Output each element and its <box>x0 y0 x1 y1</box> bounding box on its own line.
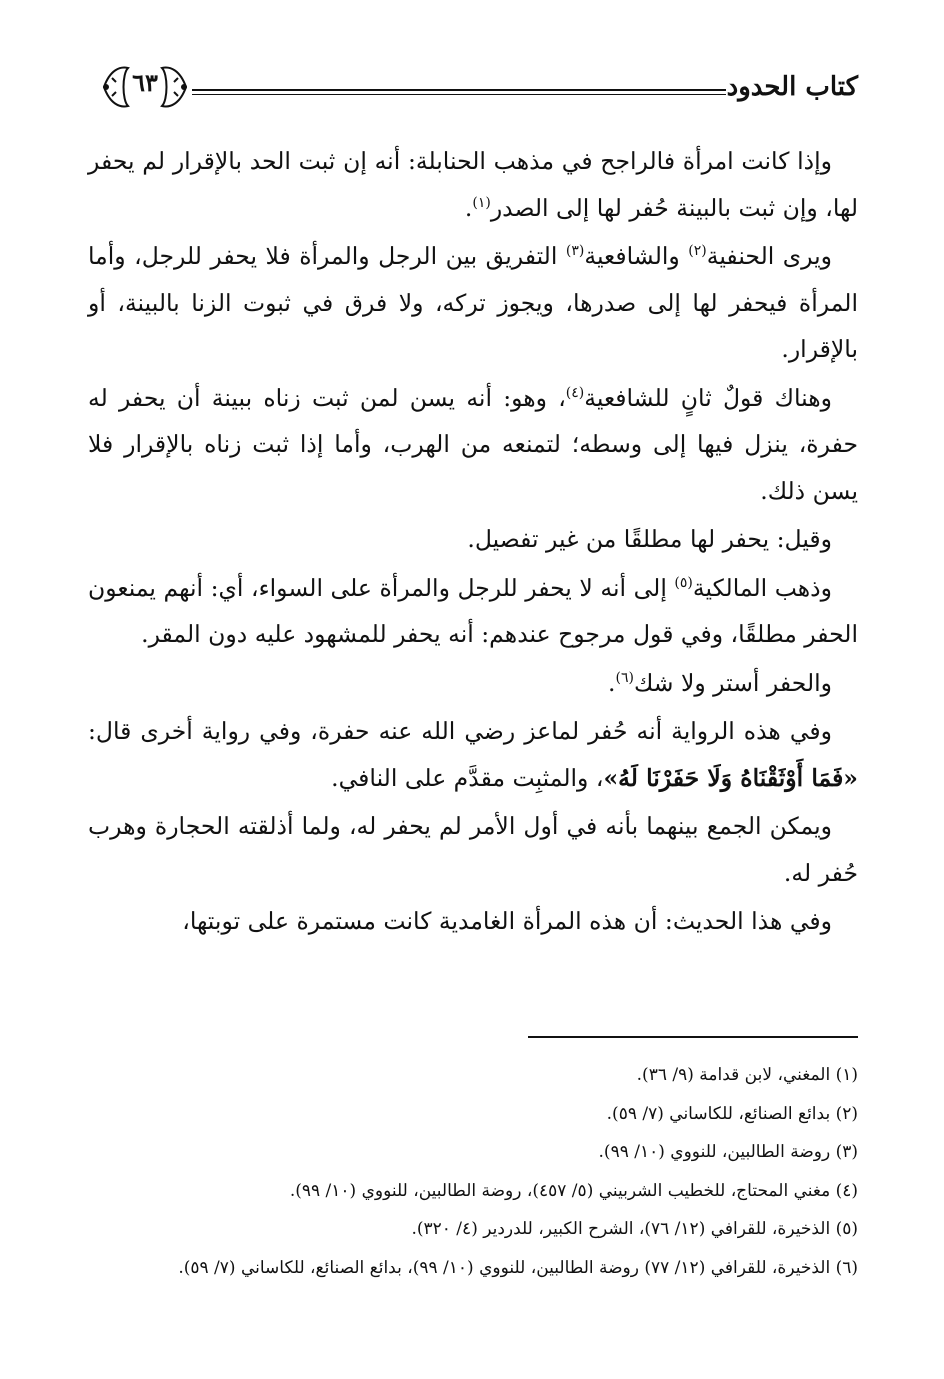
body-text <box>88 138 858 947</box>
body-paragraph <box>88 803 858 896</box>
header-rule <box>192 89 726 95</box>
paragraph-text: ويرى الحنفية <box>706 242 832 270</box>
footnote: (٥) الذخيرة، للقرافي (١٢/ ٧٦)، الشرح الكبير، للدردير (٤/ ٣٢٠). <box>411 1219 858 1239</box>
footnote: (٤) مغني المحتاج، للخطيب الشربيني (٥/ ٤٥٧)، روضة الطالبين، للنووي (١٠/ ٩٩). <box>289 1180 858 1201</box>
footnote: (٦) الذخيرة، للقرافي (١٢/ ٧٧) روضة الطالبين، للنووي (١٠/ ٩٩)، بدائع الصنائع، للكاساني (٧/ ٥٩). <box>178 1257 858 1278</box>
paragraph-text: وفي هذه الرواية أنه حُفر لماعز رضي الله عنه حفرة، وفي رواية أخرى قال: <box>88 717 832 745</box>
paragraph-text: ، وهو: أنه يسن لمن ثبت زناه ببينة أن يحفر له حفرة، ينزل فيها إلى وسطه؛ لتمنعه من الهرب، وأما إذا ثبت زناه بالإقرار فلا يسن ذلك. <box>88 383 858 505</box>
footnote: (٣) روضة الطالبين، للنووي (١٠/ ٩٩). <box>598 1142 858 1162</box>
footnote-reference: (٣) <box>565 243 585 260</box>
paragraph-text: ويمكن الجمع بينهما بأنه في أول الأمر لم يحفر له، ولما أذلقته الحجارة وهرب حُفر له. <box>88 812 858 887</box>
paragraph-text: إلى أنه لا يحفر للرجل والمرأة على السواء، أي: أنهم يمنعون الحفر مطلقًا، وفي قول مرجوح عندهم: أنه يحفر للمشهود عليه دون المقر. <box>88 573 858 648</box>
body-paragraph <box>88 516 858 563</box>
footnote-reference: (٢) <box>688 243 707 260</box>
book-page <box>88 54 858 1354</box>
footnote-separator <box>528 1036 858 1038</box>
paragraph-text: ، والمثبِت مقدَّم على النافي. <box>331 763 604 792</box>
hadith-quote: «فَمَا أَوْثَقْنَاهُ وَلَا حَفَرْنَا لَهُ» <box>603 763 858 792</box>
page-number: ٦٣ <box>132 68 158 97</box>
footnotes <box>88 1056 858 1287</box>
paragraph-text: التفريق بين الرجل والمرأة فلا يحفر للرجل، وأما المرأة فيحفر لها إلى صدرها، ويجوز تركه، ولا فرق في ثبوت الزنا بالبينة، أو بالإقرار. <box>88 242 858 363</box>
paragraph-text: وقيل: يحفر لها مطلقًا من غير تفصيل. <box>467 525 832 553</box>
body-paragraph <box>88 138 858 231</box>
paragraph-text: وفي هذا الحديث: أن هذه المرأة الغامدية كانت مستمرة على توبتها، <box>182 907 832 935</box>
footnote-reference: (٤) <box>565 384 585 401</box>
body-paragraph <box>88 898 858 945</box>
paragraph-text: وهناك قولٌ ثانٍ للشافعية <box>584 383 832 412</box>
paragraph-text: . <box>608 668 616 697</box>
footnote-reference: (٥) <box>674 574 693 591</box>
body-paragraph <box>88 233 858 373</box>
footnote-reference: (١) <box>472 194 491 211</box>
page-header <box>88 54 858 124</box>
body-paragraph <box>88 565 858 658</box>
paragraph-text: وذهب المالكية <box>692 573 832 602</box>
footnote: (١) المغني، لابن قدامة (٩/ ٣٦). <box>636 1065 858 1085</box>
footnote: (٢) بدائع الصنائع، للكاساني (٧/ ٥٩). <box>606 1103 858 1124</box>
footnote-reference: (٦) <box>615 669 634 686</box>
body-paragraph <box>88 708 858 801</box>
body-paragraph <box>88 375 858 515</box>
paragraph-text: . <box>464 193 473 222</box>
paragraph-text: والشافعية <box>584 242 689 270</box>
body-paragraph <box>88 660 858 707</box>
paragraph-text: والحفر أستر ولا شك <box>634 668 832 697</box>
book-title: كتاب الحدود <box>726 72 858 102</box>
paragraph-text: وإذا كانت امرأة فالراجح في مذهب الحنابلة: أنه إن ثبت الحد بالإقرار لم يحفر لها، وإن ثبت بالبينة حُفر لها إلى الصدر <box>88 147 858 222</box>
